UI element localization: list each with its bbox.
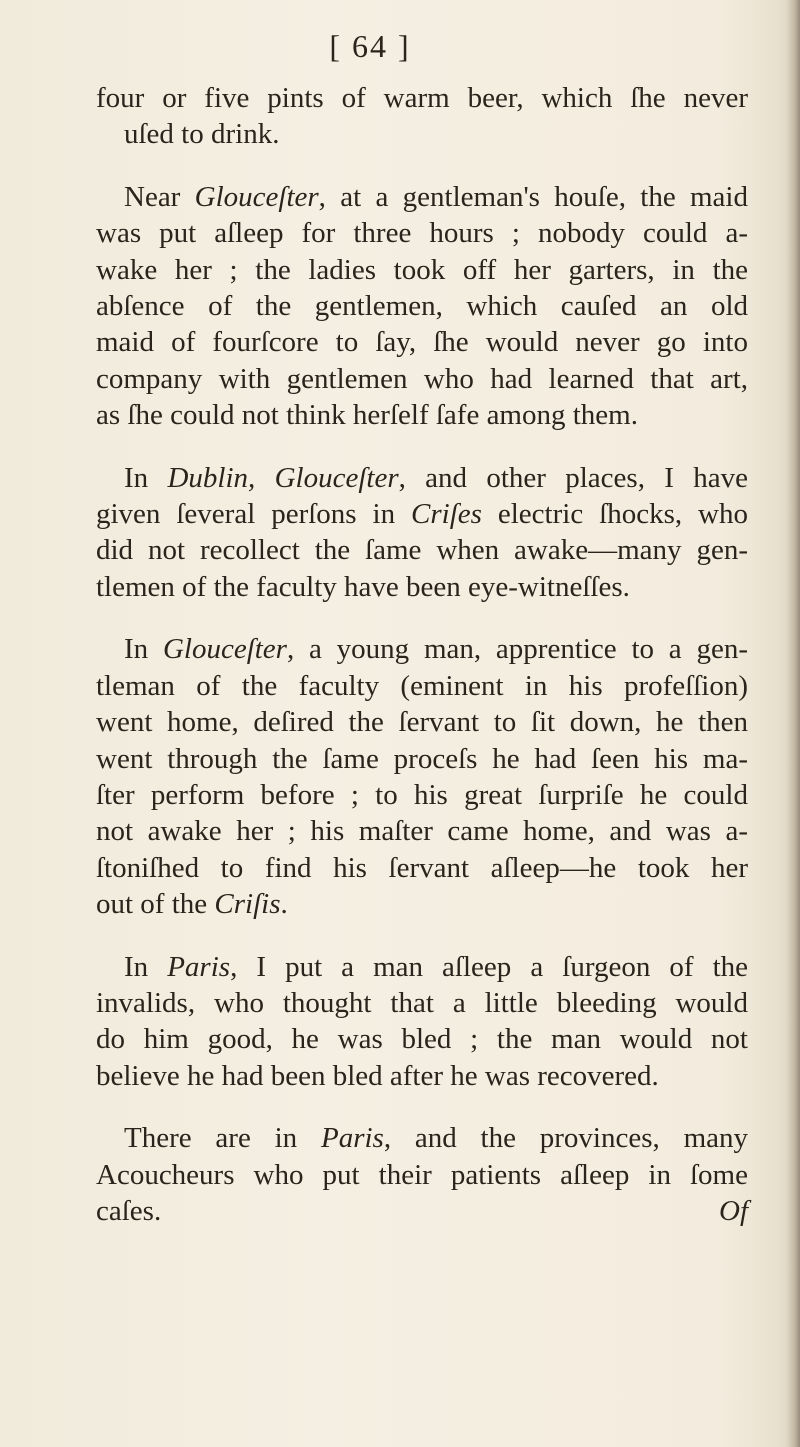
text-run: , a young man, apprentice to a gen-	[286, 633, 748, 666]
text-line: went home, deſired the ſervant to ſit down, he then	[96, 706, 748, 739]
text-run: , and other places, I have	[398, 461, 748, 494]
text-line-with-catchword	[96, 1193, 748, 1229]
italic-place-name: Glouceſter	[194, 180, 319, 213]
paragraph-3	[96, 460, 748, 606]
text-line	[96, 949, 748, 985]
text-line: four or five pints of warm beer, which ſhe never	[96, 82, 748, 114]
paragraph-6	[96, 1120, 748, 1229]
text-run: given ſeveral perſons in	[96, 498, 412, 531]
text-line: company with gentlemen who had learned that art,	[96, 362, 748, 395]
text-line: went through the ſame proceſs he had ſeen his ma-	[96, 742, 748, 775]
paragraph-1	[96, 80, 748, 153]
text-run: electric ſhocks, who	[481, 498, 748, 531]
text-line	[96, 496, 748, 532]
paragraph-4	[96, 631, 748, 922]
italic-term: Criſes	[411, 498, 482, 531]
text-line: tleman of the faculty (eminent in his profeſſion)	[96, 669, 748, 702]
text-run: out of the	[96, 888, 215, 921]
text-line: ſtoniſhed to find his ſervant aſleep—he took her	[96, 851, 748, 884]
body-text	[96, 80, 748, 1229]
paragraph-5	[96, 949, 748, 1095]
text-line: was put aſleep for three hours ; nobody could a-	[96, 217, 748, 250]
text-run: , at a gentleman's houſe, the maid	[318, 180, 748, 213]
page-edge-shadow	[786, 0, 800, 1447]
italic-place-name: Dublin, Glouceſter	[167, 461, 399, 494]
last-word: caſes.	[96, 1194, 162, 1227]
text-run: .	[280, 888, 288, 921]
text-line: ſter perform before ; to his great ſurpriſe he could	[96, 778, 748, 811]
text-line	[96, 631, 748, 667]
text-line: do him good, he was bled ; the man would not	[96, 1023, 748, 1056]
text-line: believe he had been bled after he was recovered.	[96, 1059, 659, 1092]
italic-place-name: Glouceſter	[162, 633, 287, 666]
text-line	[96, 1120, 748, 1156]
text-run: There are in	[124, 1122, 321, 1155]
text-line: abſence of the gentlemen, which cauſed an old	[96, 290, 748, 323]
text-line: Acoucheurs who put their patients aſleep in ſome	[96, 1158, 748, 1191]
text-run: In	[124, 633, 163, 666]
text-line: invalids, who thought that a little bleeding would	[96, 986, 748, 1019]
text-run: , and the provinces, many	[383, 1122, 748, 1155]
text-run: Near	[124, 180, 195, 213]
text-line: wake her ; the ladies took off her garters, in the	[96, 253, 748, 286]
text-run: In	[124, 950, 168, 983]
text-line: maid of fourſcore to ſay, ſhe would never go into	[96, 326, 748, 359]
italic-place-name: Paris	[167, 950, 231, 983]
text-line: not awake her ; his maſter came home, and was a-	[96, 815, 748, 848]
text-run: , I put a man aſleep a ſurgeon of the	[230, 950, 748, 983]
text-line: did not recollect the ſame when awake—many gen-	[96, 534, 748, 567]
text-line	[96, 886, 748, 922]
italic-place-name: Paris	[320, 1122, 384, 1155]
text-line: tlemen of the faculty have been eye-witneſſes.	[96, 570, 630, 603]
text-line: uſed to drink.	[124, 118, 280, 151]
text-line	[96, 460, 748, 496]
text-line	[96, 179, 748, 215]
italic-term: Criſis	[214, 888, 281, 921]
paragraph-2	[96, 179, 748, 434]
text-run: In	[124, 461, 168, 494]
page-number: [ 64 ]	[329, 28, 411, 64]
catchword: Of	[719, 1194, 748, 1227]
text-line: as ſhe could not think herſelf ſafe among them.	[96, 399, 638, 432]
